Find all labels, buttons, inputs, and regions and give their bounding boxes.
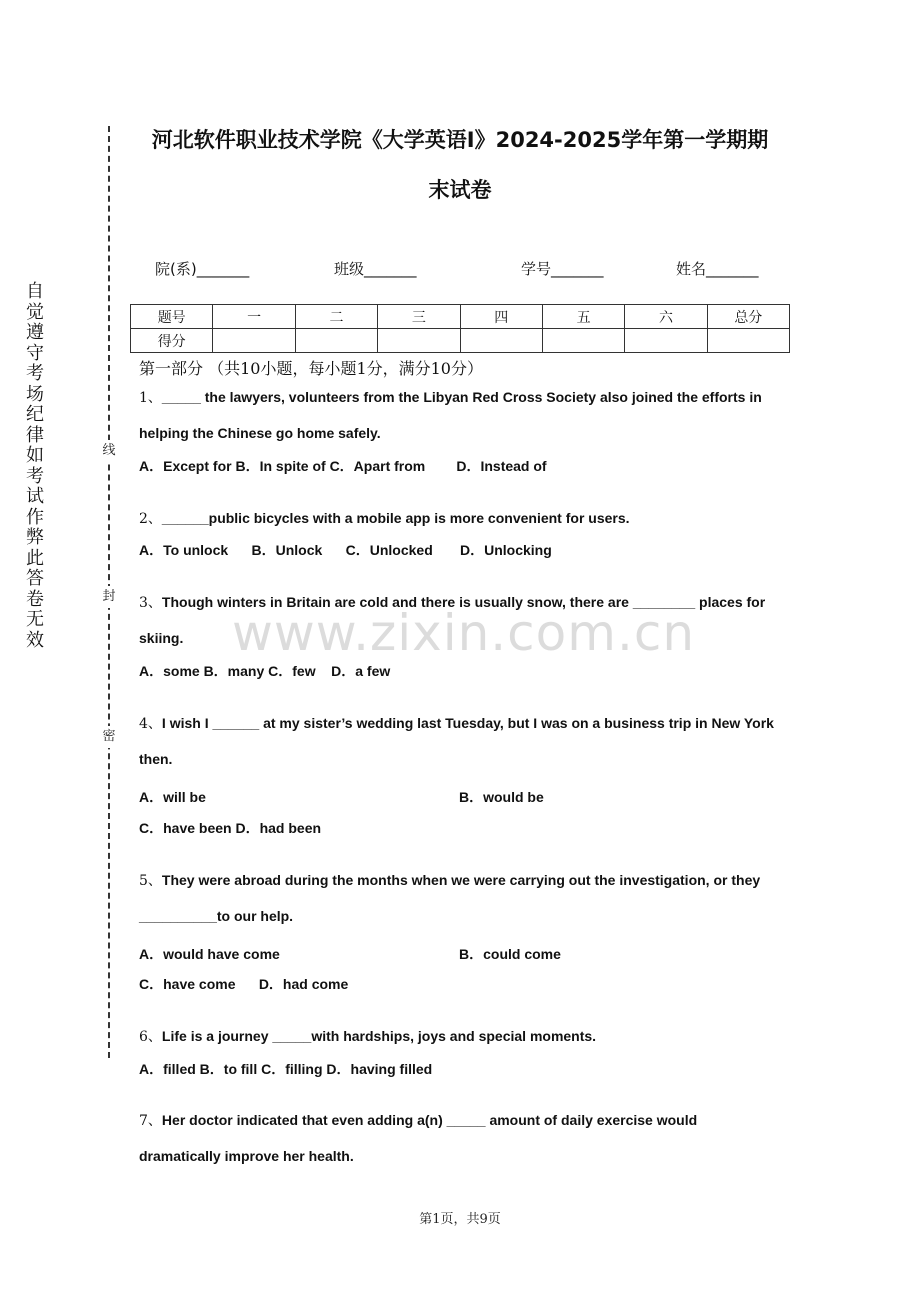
score-cell[interactable] <box>295 329 377 353</box>
question-number: 3、 <box>139 595 162 611</box>
table-cell: 四 <box>460 305 542 329</box>
seal-mark-seal: 封 <box>99 586 119 608</box>
question-4-options-cd[interactable]: C．have been D．had been <box>139 820 322 836</box>
question-number: 2、 <box>139 511 162 527</box>
table-cell: 三 <box>378 305 460 329</box>
question-5-text <box>139 862 789 899</box>
table-cell: 题号 <box>131 305 213 329</box>
question-5-options-cd[interactable]: C．have come D．had come <box>139 976 349 992</box>
question-4-option-a[interactable]: A．will be <box>139 789 206 805</box>
side-warning-text: 自觉遵守考场纪律如考试作弊此答卷无效 <box>26 281 44 651</box>
question-1-text <box>139 379 789 416</box>
question-4-option-b[interactable]: B．would be <box>459 789 544 805</box>
page-footer: 第1页，共9页 <box>419 1212 501 1227</box>
question-2-text <box>139 500 789 537</box>
question-3-text <box>139 584 789 621</box>
table-cell: 得分 <box>131 329 213 353</box>
question-line: Her doctor indicated that even adding a(n) _____ amount of daily exercise would <box>161 1112 698 1128</box>
question-line: _____ the lawyers, volunteers from the Libyan Red Cross Society also joined the efforts in <box>161 389 762 405</box>
info-field-name[interactable]: 姓名_______ <box>676 260 759 278</box>
question-5-option-b[interactable]: B．could come <box>459 946 561 962</box>
score-table <box>130 304 790 353</box>
question-7-text <box>139 1102 789 1139</box>
score-cell[interactable] <box>542 329 624 353</box>
question-line: Though winters in Britain are cold and there is usually snow, there are ________ places for <box>161 594 766 610</box>
question-4-text <box>139 705 789 742</box>
question-6-text <box>139 1018 789 1055</box>
question-number: 5、 <box>139 873 162 889</box>
info-field-department[interactable]: 院(系)_______ <box>155 260 250 278</box>
table-cell: 二 <box>295 305 377 329</box>
score-cell[interactable] <box>378 329 460 353</box>
exam-title-line2: 末试卷 <box>428 178 492 202</box>
seal-mark-secret: 密 <box>99 726 119 748</box>
question-4-text-cont: then. <box>139 751 173 767</box>
table-cell: 一 <box>213 305 295 329</box>
question-1-text-cont: helping the Chinese go home safely. <box>139 425 381 441</box>
score-cell[interactable] <box>625 329 707 353</box>
question-line: They were abroad during the months when we were carrying out the investigation, or they <box>161 872 761 888</box>
question-6-options[interactable]: A．filled B．to fill C．filling D．having filled <box>139 1061 433 1077</box>
question-number: 1、 <box>139 390 162 406</box>
part-heading: 第一部分 （共10小题，每小题1分，满分10分） <box>139 359 483 378</box>
question-3-options[interactable]: A．some B．many C．few D．a few <box>139 663 391 679</box>
table-cell: 五 <box>542 305 624 329</box>
question-line: Life is a journey _____with hardships, joys and special moments. <box>161 1028 597 1044</box>
score-table-header-row <box>131 305 790 329</box>
info-field-class[interactable]: 班级_______ <box>334 260 417 278</box>
score-table-score-row <box>131 329 790 353</box>
question-line: ______public bicycles with a mobile app is more convenient for users. <box>161 510 630 526</box>
info-field-student-id[interactable]: 学号_______ <box>521 260 604 278</box>
score-cell[interactable] <box>460 329 542 353</box>
exam-title-line1: 河北软件职业技术学院《大学英语Ⅰ》2024-2025学年第一学期期 <box>151 128 769 152</box>
table-cell: 六 <box>625 305 707 329</box>
question-5-option-a[interactable]: A．would have come <box>139 946 280 962</box>
watermark: www.zixin.com.cn <box>232 604 696 662</box>
question-3-text-cont: skiing. <box>139 630 184 646</box>
question-5-text-cont: __________to our help. <box>139 908 294 924</box>
question-line: I wish I ______ at my sister’s wedding last Tuesday, but I was on a business trip in New York <box>161 715 774 731</box>
question-1-options[interactable]: A．Except for B．In spite of C．Apart from D．Instead of <box>139 458 547 474</box>
score-cell[interactable] <box>213 329 295 353</box>
score-cell[interactable] <box>707 329 789 353</box>
table-cell: 总分 <box>707 305 789 329</box>
question-number: 6、 <box>139 1029 162 1045</box>
question-7-text-cont: dramatically improve her health. <box>139 1148 354 1164</box>
question-number: 4、 <box>139 716 162 732</box>
question-number: 7、 <box>139 1113 162 1129</box>
question-2-options[interactable]: A．To unlock B．Unlock C．Unlocked D．Unlocking <box>139 542 552 558</box>
seal-mark-line: 线 <box>99 440 119 462</box>
